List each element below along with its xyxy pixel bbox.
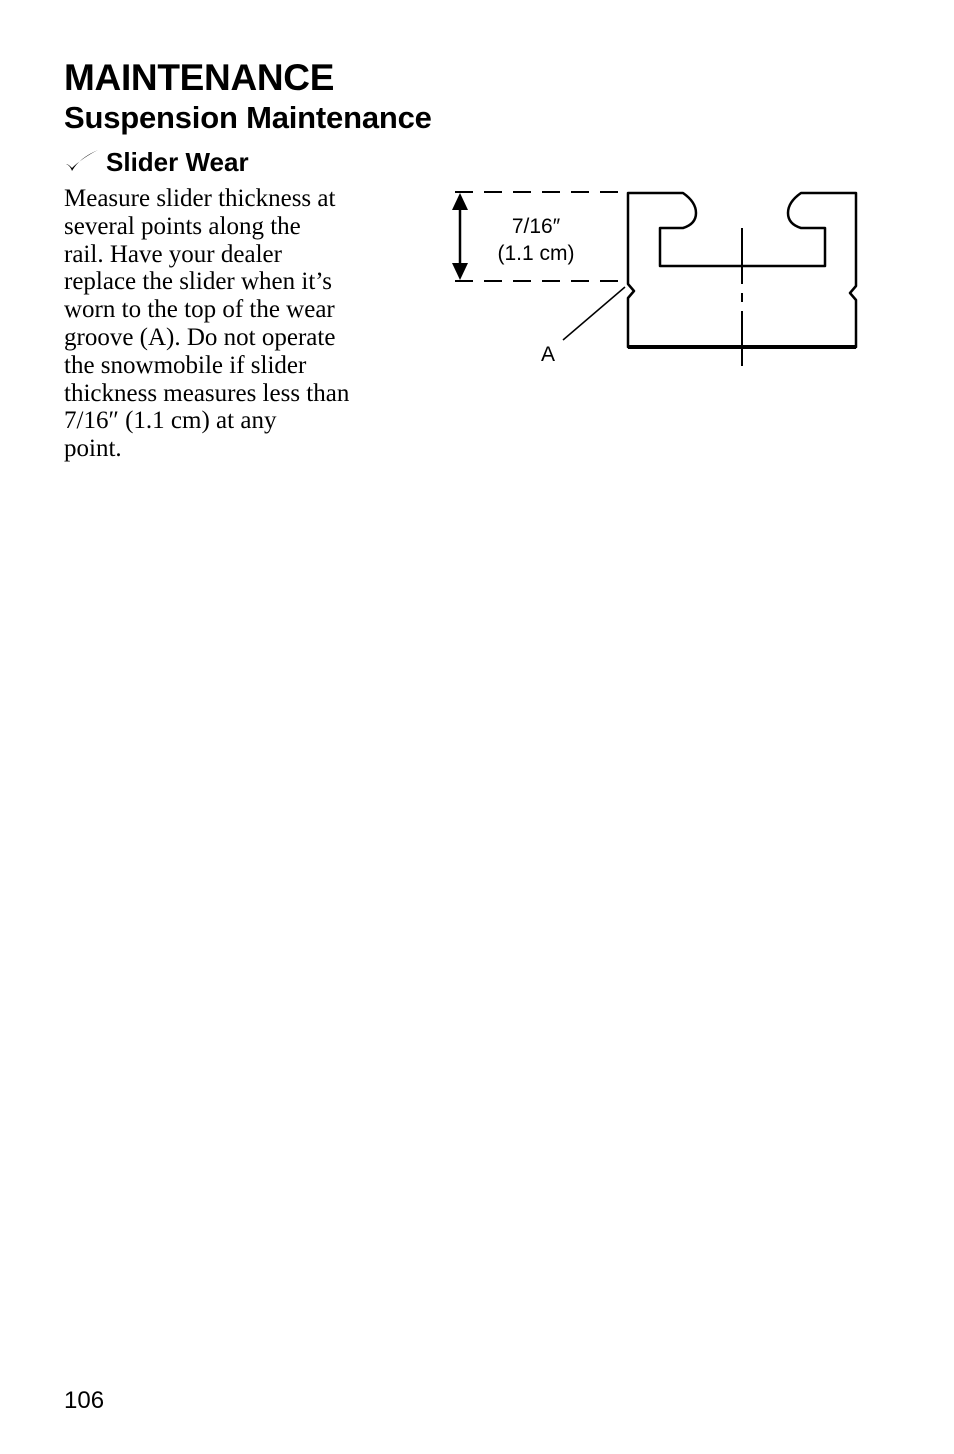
body-line: replace the slider when it’s	[64, 268, 332, 296]
arrow-head-top-icon	[452, 193, 468, 210]
section-title: MAINTENANCE	[64, 57, 335, 98]
callout-label-a: A	[540, 343, 556, 366]
slider-wear-diagram	[440, 180, 870, 380]
body-line: point.	[64, 435, 122, 463]
body-line: the snowmobile if slider	[64, 351, 307, 379]
page-number: 106	[64, 1387, 105, 1414]
body-line: thickness measures less than	[64, 379, 350, 407]
page-title: Suspension Maintenance	[64, 100, 432, 135]
body-line: Measure slider thickness at	[64, 185, 336, 212]
arrow-head-bottom-icon	[452, 263, 468, 280]
body-line: groove (A). Do not operate	[64, 323, 336, 351]
slider-profile-drawing	[440, 180, 870, 380]
body-line: several points along the	[64, 212, 301, 240]
subsection-heading	[64, 146, 249, 178]
body-line: worn to the top of the wear	[64, 296, 335, 324]
dimension-label-inches: 7/16″	[511, 215, 561, 238]
body-paragraph	[64, 185, 394, 463]
dimension-label-cm: (1.1 cm)	[497, 242, 575, 265]
body-line: rail. Have your dealer	[64, 240, 282, 268]
checkmark-icon	[64, 149, 100, 175]
body-line: 7/16″ (1.1 cm) at any	[64, 407, 277, 435]
subsection-title: Slider Wear	[106, 147, 249, 177]
callout-leader-line	[563, 287, 625, 340]
